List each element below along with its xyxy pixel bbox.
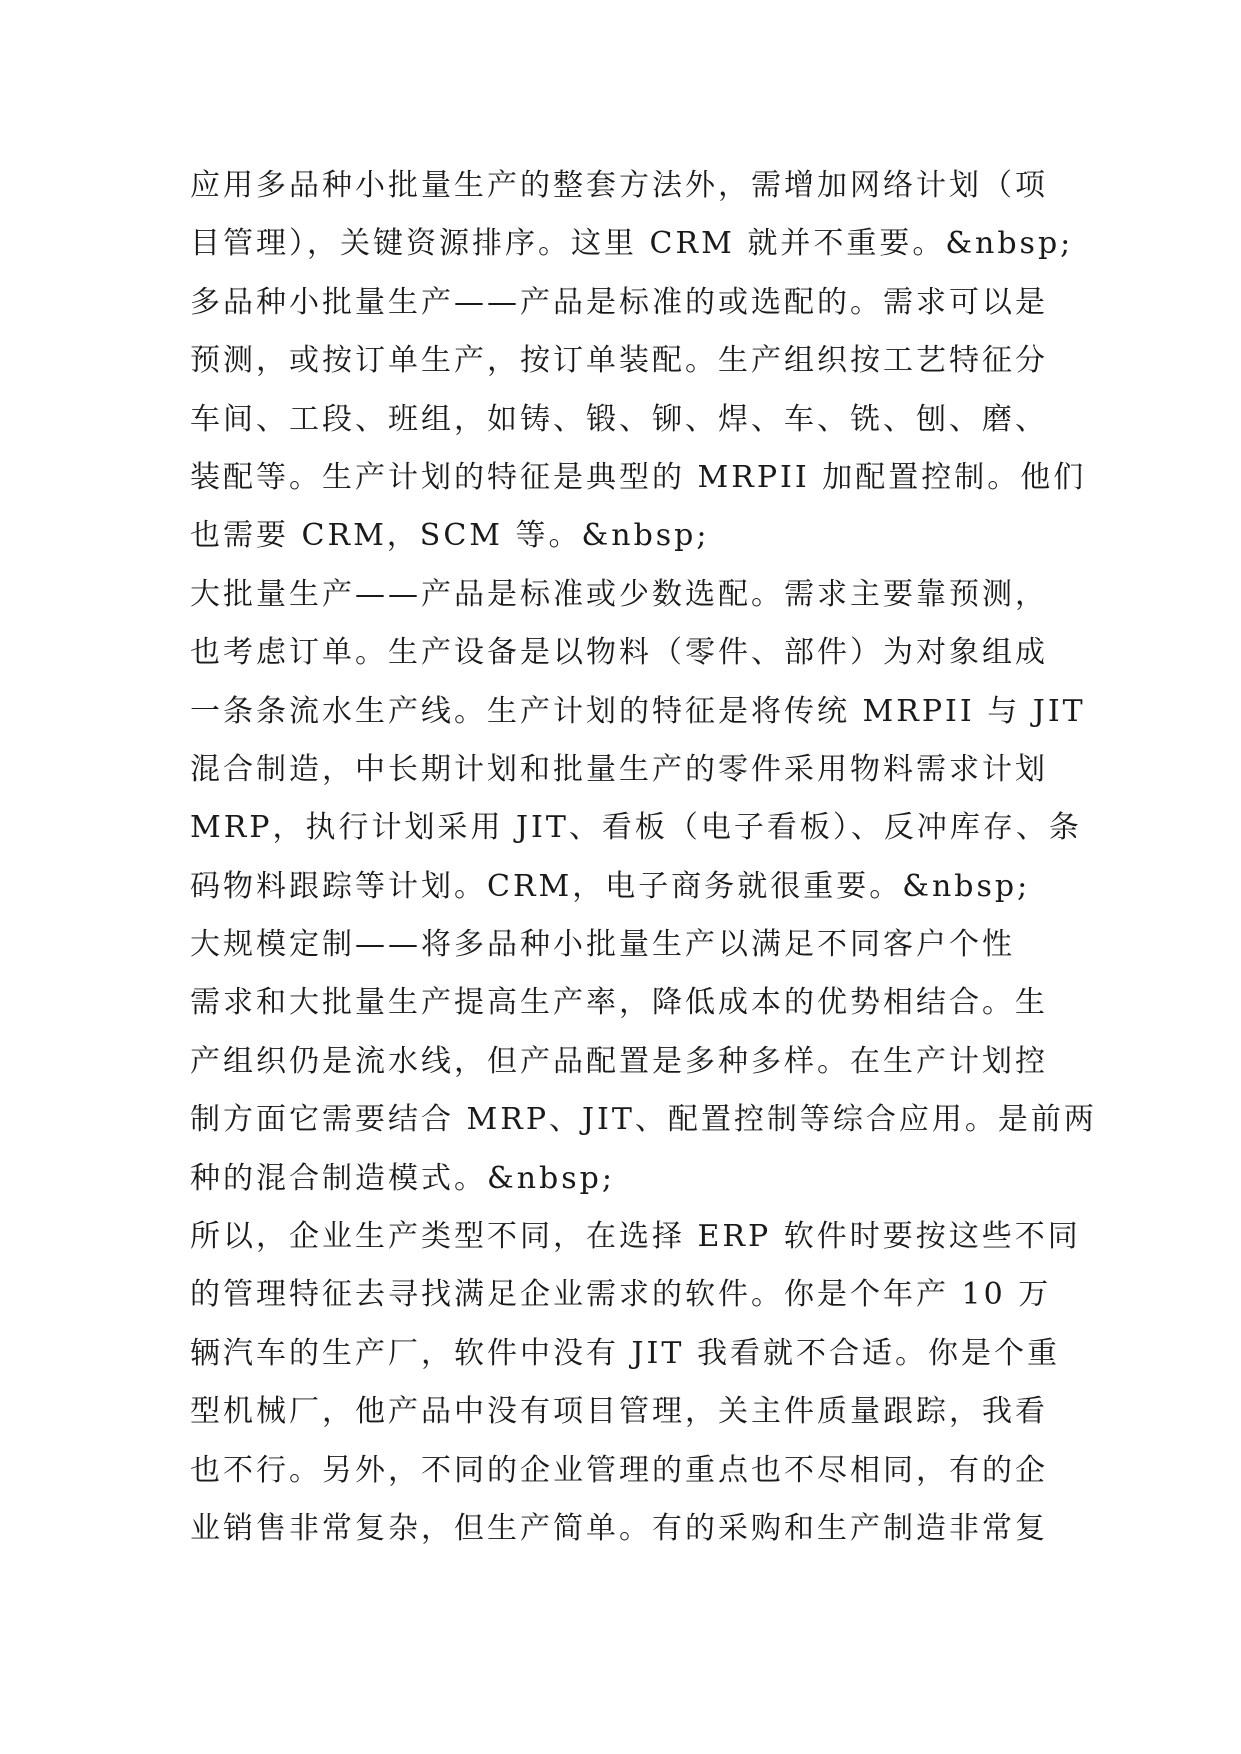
text-line: 需求和大批量生产提高生产率，降低成本的优势相结合。生 <box>190 985 1048 1021</box>
text-line: 码物料跟踪等计划。CRM，电子商务就很重要。&nbsp; <box>190 868 1031 904</box>
text-line: 预测，或按订单生产，按订单装配。生产组织按工艺特征分 <box>190 343 1048 379</box>
text-line: 型机械厂，他产品中没有项目管理，关主件质量跟踪，我看 <box>190 1394 1048 1430</box>
text-line: 大批量生产——产品是标准或少数选配。需求主要靠预测， <box>190 576 1048 612</box>
text-line: 也需要 CRM，SCM 等。&nbsp; <box>190 518 710 554</box>
text-line: 多品种小批量生产——产品是标准的或选配的。需求可以是 <box>190 284 1048 320</box>
text-line: 辆汽车的生产厂，软件中没有 JIT 我看就不合适。你是个重 <box>190 1335 1060 1371</box>
text-line: 业销售非常复杂，但生产简单。有的采购和生产制造非常复 <box>190 1510 1048 1546</box>
text-line: 产组织仍是流水线，但产品配置是多种多样。在生产计划控 <box>190 1043 1048 1079</box>
text-line: 大规模定制——将多品种小批量生产以满足不同客户个性 <box>190 927 1015 963</box>
text-line: 一条条流水生产线。生产计划的特征是将传统 MRPII 与 JIT <box>190 693 1086 729</box>
text-line: 种的混合制造模式。&nbsp; <box>190 1160 615 1196</box>
text-line: 装配等。生产计划的特征是典型的 MRPII 加配置控制。他们 <box>190 459 1087 495</box>
text-line: 也考虑订单。生产设备是以物料（零件、部件）为对象组成 <box>190 635 1048 671</box>
text-line: MRP，执行计划采用 JIT、看板（电子看板）、反冲库存、条 <box>190 810 1082 846</box>
body-text <box>190 157 1097 1558</box>
text-line: 也不行。另外，不同的企业管理的重点也不尽相同，有的企 <box>190 1452 1048 1488</box>
text-line: 的管理特征去寻找满足企业需求的软件。你是个年产 10 万 <box>190 1277 1052 1313</box>
text-line: 制方面它需要结合 MRP、JIT、配置控制等综合应用。是前两 <box>190 1102 1097 1138</box>
text-line: 所以，企业生产类型不同，在选择 ERP 软件时要按这些不同 <box>190 1219 1081 1255</box>
text-line: 应用多品种小批量生产的整套方法外，需增加网络计划（项 <box>190 168 1048 203</box>
text-line: 目管理），关键资源排序。这里 CRM 就并不重要。&nbsp; <box>190 226 1074 262</box>
text-line: 车间、工段、班组，如铸、锻、铆、焊、车、铣、刨、磨、 <box>190 401 1048 437</box>
text-line: 混合制造，中长期计划和批量生产的零件采用物料需求计划 <box>190 751 1048 787</box>
